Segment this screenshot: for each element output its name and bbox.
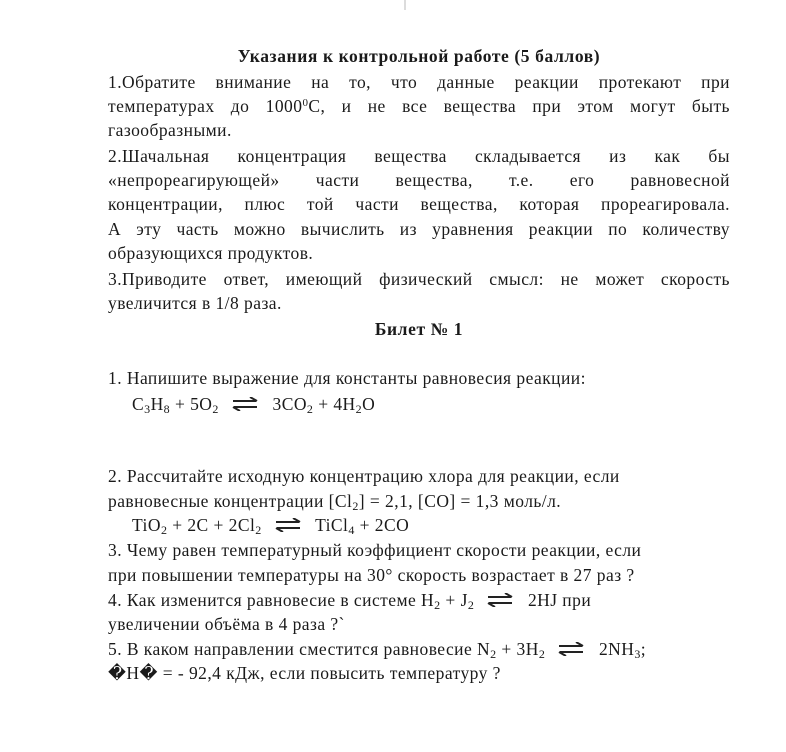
equilibrium-arrow-icon	[558, 642, 584, 656]
page-title: Указания к контрольной работе (5 баллов)	[237, 46, 601, 66]
instruction-3-line-1: 3.Приводите ответ, имеющий физический смысл: не может скорость	[108, 269, 730, 289]
task-2-line-1: 2. Рассчитайте исходную концентрацию хлора для реакции, если	[108, 466, 620, 486]
instruction-3-line-2: увеличится в 1/8 раза.	[108, 293, 282, 313]
instruction-2-line-4: А эту часть можно вычислить из уравнения реакции по количеству	[108, 219, 730, 239]
scan-mark	[404, 0, 406, 10]
task-4-line-1: 4. Как изменится равновесие в системе $H_2 + J_2$ 2HJ при	[108, 590, 592, 612]
equilibrium-arrow-icon	[487, 593, 513, 607]
equilibrium-arrow-icon	[232, 397, 258, 411]
instruction-2-line-2: «непрореагирующей» части вещества, т.е. его равновесной	[108, 170, 730, 190]
instruction-1-line-3: газообразными.	[108, 120, 232, 140]
task-2-equation: $TiO_2 + 2C + 2Cl_2$ TiCl$_4$ + 2CO	[132, 515, 410, 537]
task-4-line-2: увеличении объёма в 4 раза ?`	[108, 614, 345, 634]
task-1-text: 1. Напишите выражение для константы равновесия реакции:	[108, 368, 586, 388]
task-3-line-1: 3. Чему равен температурный коэффициент скорости реакции, если	[108, 540, 642, 560]
task-2-line-2: равновесные концентрации $[Cl_2] = 2,1$, [CO] = 1,3 моль/л.	[108, 491, 562, 513]
instruction-1-line-2: температурах до 1000$^0$С, и не все вещества при этом могут быть	[108, 96, 730, 116]
task-5-line-2: �H� = - 92,4 кДж, если повысить температуру ?	[108, 663, 501, 683]
task-1-equation: $C_3H_8 + 5O_2$ $3CO_2 + 4H_2O$	[132, 394, 376, 416]
instruction-2-line-3: концентрации, плюс той части вещества, которая прореагировала.	[108, 194, 730, 214]
task-3-line-2: при повышении температуры на 30° скорость возрастает в 27 раз ?	[108, 565, 635, 585]
instruction-2-line-5: образующихся продуктов.	[108, 243, 314, 263]
task-5-line-1: 5. В каком направлении сместится равновесие $N_2 + 3H_2$ $2NH_3$;	[108, 639, 647, 661]
instruction-1-line-1: 1.Обратите внимание на то, что данные реакции протекают при	[108, 72, 730, 92]
equilibrium-arrow-icon	[275, 518, 301, 532]
ticket-heading: Билет № 1	[374, 319, 464, 339]
instruction-2-line-1: 2.Шачальная концентрация вещества складывается из как бы	[108, 146, 730, 166]
